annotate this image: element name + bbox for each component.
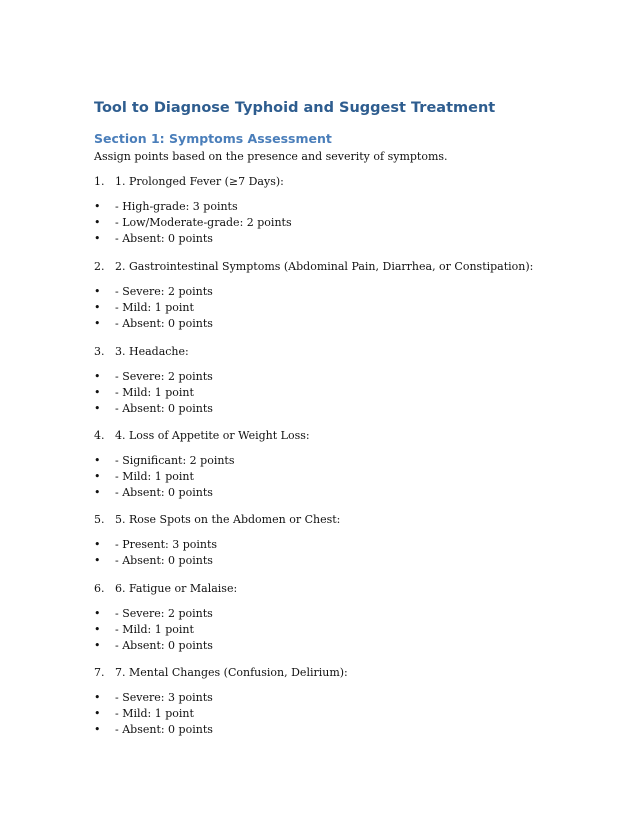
bullet-icon: •: [94, 402, 101, 415]
item-number: 5.: [94, 513, 105, 526]
bullet-option: [94, 486, 213, 499]
option-text: - Mild: 1 point: [115, 301, 194, 314]
item-text: 5. Rose Spots on the Abdomen or Chest:: [115, 513, 341, 526]
option-text: - High-grade: 3 points: [115, 200, 238, 213]
option-text: - Severe: 2 points: [115, 607, 213, 620]
bullet-icon: •: [94, 554, 101, 567]
item-text: 6. Fatigue or Malaise:: [115, 582, 238, 595]
option-text: - Absent: 0 points: [115, 554, 213, 567]
option-text: - Absent: 0 points: [115, 317, 213, 330]
bullet-icon: •: [94, 200, 101, 213]
bullet-icon: •: [94, 454, 101, 467]
item-number: 7.: [94, 666, 105, 679]
numbered-item: [94, 582, 237, 595]
bullet-icon: •: [94, 639, 101, 652]
option-text: - Mild: 1 point: [115, 386, 194, 399]
option-text: - Severe: 2 points: [115, 285, 213, 298]
bullet-option: [94, 639, 213, 652]
bullet-icon: •: [94, 317, 101, 330]
item-number: 6.: [94, 582, 105, 595]
bullet-icon: •: [94, 470, 101, 483]
bullet-icon: •: [94, 370, 101, 383]
option-text: - Severe: 3 points: [115, 691, 213, 704]
bullet-option: [94, 216, 292, 229]
bullet-option: [94, 402, 213, 415]
option-text: - Absent: 0 points: [115, 232, 213, 245]
bullet-option: [94, 554, 213, 567]
bullet-icon: •: [94, 285, 101, 298]
document-title: Tool to Diagnose Typhoid and Suggest Treatment: [94, 100, 496, 116]
bullet-option: [94, 723, 213, 736]
option-text: - Absent: 0 points: [115, 639, 213, 652]
bullet-option: [94, 317, 213, 330]
item-text: 4. Loss of Appetite or Weight Loss:: [115, 429, 310, 442]
bullet-icon: •: [94, 538, 101, 551]
bullet-option: [94, 691, 213, 704]
numbered-item: [94, 175, 284, 188]
bullet-option: [94, 707, 194, 720]
item-number: 4.: [94, 429, 105, 442]
bullet-icon: •: [94, 723, 101, 736]
bullet-icon: •: [94, 486, 101, 499]
bullet-option: [94, 623, 194, 636]
bullet-option: [94, 285, 213, 298]
option-text: - Mild: 1 point: [115, 623, 194, 636]
numbered-item: [94, 260, 533, 273]
bullet-option: [94, 538, 217, 551]
bullet-icon: •: [94, 386, 101, 399]
numbered-item: [94, 345, 189, 358]
option-text: - Mild: 1 point: [115, 707, 194, 720]
bullet-icon: •: [94, 691, 101, 704]
bullet-icon: •: [94, 232, 101, 245]
bullet-icon: •: [94, 623, 101, 636]
item-text: 3. Headache:: [115, 345, 189, 358]
bullet-icon: •: [94, 607, 101, 620]
bullet-option: [94, 386, 194, 399]
item-number: 2.: [94, 260, 105, 273]
bullet-option: [94, 454, 235, 467]
bullet-icon: •: [94, 216, 101, 229]
item-text: 7. Mental Changes (Confusion, Delirium):: [115, 666, 348, 679]
option-text: - Mild: 1 point: [115, 470, 194, 483]
item-number: 1.: [94, 175, 105, 188]
bullet-option: [94, 607, 213, 620]
numbered-item: [94, 666, 348, 679]
option-text: - Present: 3 points: [115, 538, 218, 551]
section-heading: Section 1: Symptoms Assessment: [94, 131, 332, 146]
item-text: 1. Prolonged Fever (≥7 Days):: [115, 175, 284, 188]
bullet-option: [94, 301, 194, 314]
section-description: Assign points based on the presence and severity of symptoms.: [94, 150, 448, 163]
bullet-icon: •: [94, 707, 101, 720]
bullet-option: [94, 200, 238, 213]
bullet-option: [94, 470, 194, 483]
option-text: - Absent: 0 points: [115, 486, 213, 499]
bullet-option: [94, 370, 213, 383]
option-text: - Low/Moderate-grade: 2 points: [115, 216, 292, 229]
option-text: - Absent: 0 points: [115, 402, 213, 415]
option-text: - Significant: 2 points: [115, 454, 235, 467]
bullet-icon: •: [94, 301, 101, 314]
option-text: - Absent: 0 points: [115, 723, 213, 736]
numbered-item: [94, 429, 310, 442]
bullet-option: [94, 232, 213, 245]
numbered-item: [94, 513, 340, 526]
option-text: - Severe: 2 points: [115, 370, 213, 383]
item-number: 3.: [94, 345, 105, 358]
item-text: 2. Gastrointestinal Symptoms (Abdominal Pain, Diarrhea, or Constipation):: [115, 260, 534, 273]
